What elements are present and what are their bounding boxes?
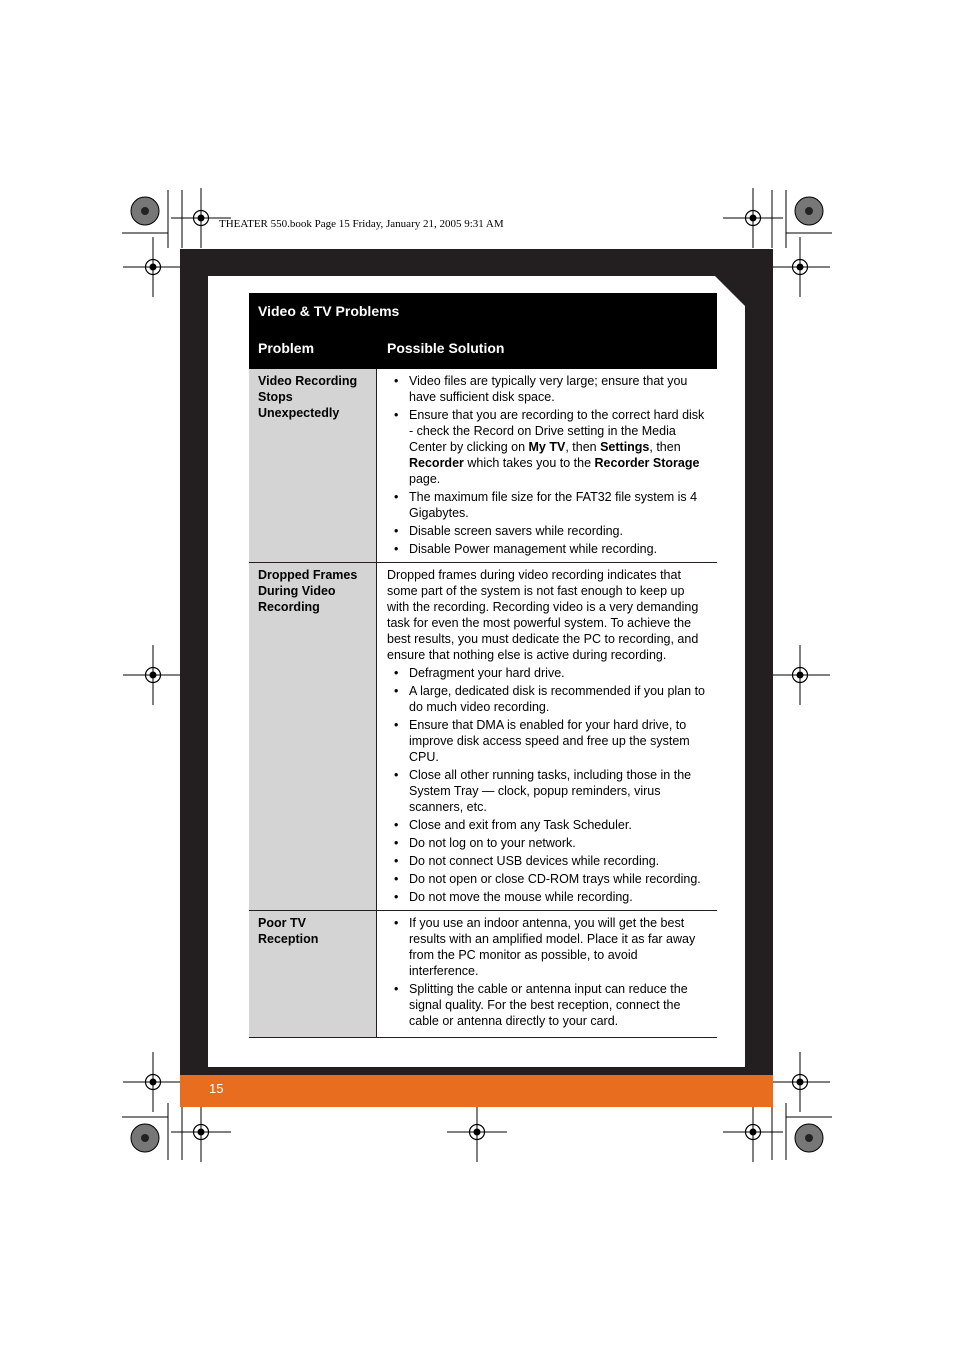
footer-bar bbox=[180, 1075, 773, 1107]
solution-cell bbox=[378, 563, 717, 911]
solution-item: • Defragment your hard drive. bbox=[387, 665, 709, 681]
solution-cell bbox=[378, 369, 717, 563]
solution-list bbox=[387, 915, 709, 1029]
solution-item: • Splitting the cable or antenna input can reduce the signal quality. For the best reception, connect the cable or antenna directly to your card. bbox=[387, 981, 709, 1029]
solution-item: • The maximum file size for the FAT32 file system is 4 Gigabytes. bbox=[387, 489, 709, 521]
problem-cell: Dropped Frames During Video Recording bbox=[249, 563, 377, 910]
problem-cell: Poor TV Reception bbox=[249, 911, 377, 1037]
solution-item: • If you use an indoor antenna, you will get the best results with an amplified model. Place it as far away from the PC monitor as possible, to avoid interference. bbox=[387, 915, 709, 979]
solution-item: • Video files are typically very large; ensure that you have sufficient disk space. bbox=[387, 373, 709, 405]
problem-cell: Video Recording Stops Unexpectedly bbox=[249, 369, 377, 562]
column-header-problem: Problem bbox=[258, 340, 315, 356]
solution-item: • Do not open or close CD-ROM trays while recording. bbox=[387, 871, 709, 887]
solution-item: • Do not connect USB devices while recording. bbox=[387, 853, 709, 869]
solution-item: • Ensure that you are recording to the correct hard disk - check the Record on Drive setting in the Media Center by clicking on My TV, then Settings, then Recorder which takes you to the Recorder Storage page. bbox=[387, 407, 709, 487]
table-row bbox=[249, 369, 717, 563]
solution-cell bbox=[378, 911, 717, 1035]
solution-item: • Close all other running tasks, including those in the System Tray — clock, popup reminders, virus scanners, etc. bbox=[387, 767, 709, 815]
table-row bbox=[249, 911, 717, 1038]
solution-item: • Disable Power management while recording. bbox=[387, 541, 709, 557]
solution-item: • Disable screen savers while recording. bbox=[387, 523, 709, 539]
solution-item: • Do not log on to your network. bbox=[387, 835, 709, 851]
column-header-solution: Possible Solution bbox=[387, 340, 505, 356]
solution-item: • Close and exit from any Task Scheduler. bbox=[387, 817, 709, 833]
table-row bbox=[249, 563, 717, 911]
table-header bbox=[249, 293, 717, 369]
solution-item: • A large, dedicated disk is recommended if you plan to do much video recording. bbox=[387, 683, 709, 715]
table-title: Video & TV Problems bbox=[258, 303, 400, 319]
solution-list bbox=[387, 373, 709, 557]
solution-list bbox=[387, 665, 709, 905]
print-header: THEATER 550.book Page 15 Friday, January 21, 2005 9:31 AM bbox=[219, 218, 504, 230]
page-number: 15 bbox=[209, 1081, 224, 1096]
solution-item: • Ensure that DMA is enabled for your hard drive, to improve disk access speed and free up the system CPU. bbox=[387, 717, 709, 765]
solution-intro: Dropped frames during video recording indicates that some part of the system is not fast enough to keep up with the recording. Recording video is a very demanding task for even the most powerful system. To achieve the best results, you must dedicate the PC to recording, and ensure that nothing else is active during recording. bbox=[387, 568, 699, 662]
solution-item: • Do not move the mouse while recording. bbox=[387, 889, 709, 905]
